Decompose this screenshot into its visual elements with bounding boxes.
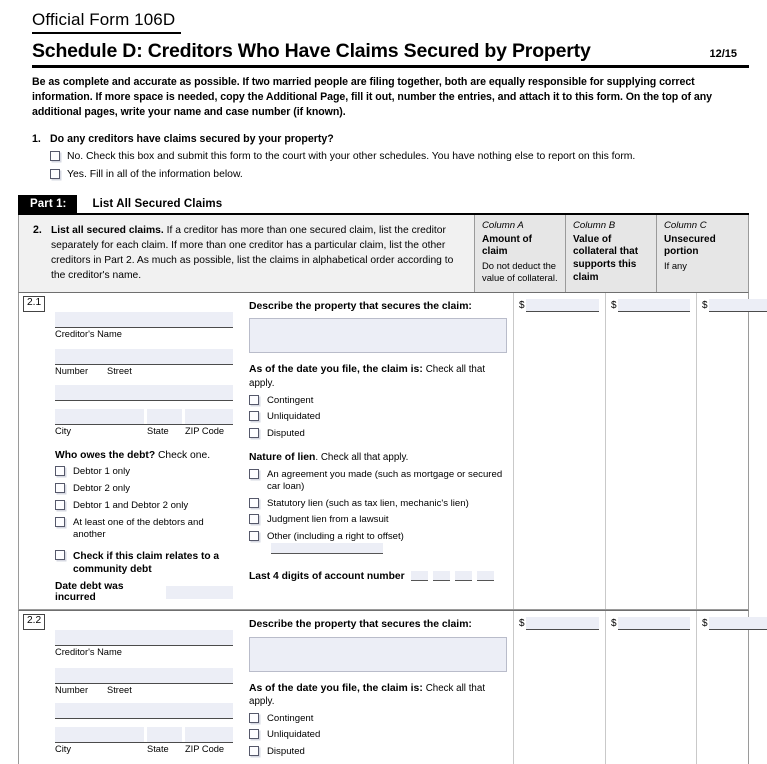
question-1	[0, 133, 767, 181]
city-state-zip-labels-2	[55, 743, 233, 756]
nature-of-lien-other-input-1[interactable]	[271, 543, 383, 554]
checkbox-icon[interactable]	[249, 498, 259, 508]
column-a-heading: Amount of claim	[482, 233, 532, 258]
number-street-labels-2	[55, 684, 233, 697]
unsecured-portion-input-1[interactable]	[709, 299, 767, 312]
claim-status-disputed-1[interactable]: Disputed	[249, 428, 507, 440]
form-revision-date: 12/15	[709, 47, 737, 60]
state-input-2[interactable]	[147, 727, 182, 742]
account-digit-1-4[interactable]	[477, 571, 494, 581]
nature-of-lien-other-label-1: Other (including a right to offset)	[259, 531, 507, 558]
claim-status-section-1	[249, 363, 507, 440]
community-debt-checkbox-1[interactable]: Check if this claim relates to a community debt	[55, 550, 233, 577]
question-1-prompt	[32, 133, 749, 145]
checkbox-icon[interactable]	[50, 169, 60, 179]
checkbox-icon[interactable]	[249, 713, 259, 723]
date-incurred-input-1[interactable]	[166, 586, 233, 599]
question-1-number: 1.	[32, 133, 41, 146]
nature-of-lien-hint-1: . Check all that apply.	[315, 452, 409, 464]
column-header-c	[656, 215, 748, 292]
describe-property-label-1: Describe the property that secures the claim:	[249, 300, 472, 312]
question-1-text: Do any creditors have claims secured by your property?	[50, 133, 334, 146]
column-b-label: Column B	[573, 220, 616, 232]
number-label-1: Number	[55, 366, 89, 377]
address-line-2-input-2[interactable]	[55, 703, 233, 719]
city-label-2: City	[55, 744, 72, 755]
claim-entry-2-amounts	[514, 611, 767, 764]
number-label-2: Number	[55, 684, 89, 695]
state-label-1: State	[147, 425, 169, 436]
nature-of-lien-statutory-1[interactable]: Statutory lien (such as tax lien, mechanic's lien)	[249, 498, 507, 510]
claim-entry-2	[18, 610, 749, 764]
claim-entry-2-creditor-block	[19, 611, 241, 764]
number-street-labels-1	[55, 365, 233, 378]
claim-entry-1-details	[241, 293, 514, 609]
amount-of-claim-row-2	[519, 617, 599, 630]
city-input-1[interactable]	[55, 409, 144, 424]
date-incurred-row-1	[55, 581, 233, 603]
column-a-sub: Do not deduct the value of collateral.	[482, 260, 558, 284]
form-instructions: Be as complete and accurate as possible. If two married people are filing together, both are equally responsible for supplying correct information. If more space is needed, copy the Additional Page, fill it out, number the entries, and attach it to this form. On the top of any additional pages, write your name and case number (if known).	[32, 75, 712, 119]
city-input-2[interactable]	[55, 727, 144, 742]
account-number-digits-1[interactable]	[411, 571, 494, 582]
who-owes-option-debtor2-1[interactable]: Debtor 2 only	[55, 483, 233, 495]
who-owes-option-debtor1-1[interactable]: Debtor 1 only	[55, 466, 233, 478]
currency-symbol: $	[702, 299, 708, 311]
account-number-label-1: Last 4 digits of account number	[249, 570, 405, 582]
question-2-text	[51, 224, 466, 284]
column-header-b	[565, 215, 656, 292]
currency-symbol: $	[519, 618, 525, 630]
question-2-lead: List all secured claims.	[51, 225, 164, 237]
creditor-name-input-2[interactable]	[55, 630, 233, 646]
question-1-option-no[interactable]	[32, 150, 749, 163]
column-b-cell-2	[605, 611, 696, 764]
date-incurred-label-1: Date debt was incurred	[55, 581, 124, 604]
checkbox-icon[interactable]	[249, 469, 259, 479]
column-a-label: Column A	[482, 220, 524, 232]
checkbox-icon[interactable]	[55, 517, 65, 527]
column-c-sub: If any	[664, 260, 687, 272]
account-number-row-1	[249, 571, 507, 582]
part-1-header	[18, 195, 749, 215]
zip-label-1: ZIP Code	[185, 425, 225, 436]
city-label-1: City	[55, 425, 72, 436]
currency-symbol: $	[611, 618, 617, 630]
claim-entry-2-details	[241, 611, 514, 764]
who-owes-hint-1: Check one.	[157, 449, 211, 461]
column-c-label: Column C	[664, 220, 707, 232]
zip-input-2[interactable]	[185, 727, 233, 742]
describe-property-input-1[interactable]	[249, 318, 507, 353]
unsecured-portion-input-2[interactable]	[709, 617, 767, 630]
as-of-date-heading-1: As of the date you file, the claim is: Check all that apply.	[249, 364, 486, 390]
street-label-2: Street	[107, 684, 132, 695]
creditor-name-label-1: Creditor's Name	[55, 328, 122, 339]
nature-of-lien-judgment-1[interactable]: Judgment lien from a lawsuit	[249, 514, 507, 526]
column-c-cell-1	[696, 293, 767, 609]
claim-entry-1-number: 2.1	[23, 296, 45, 312]
claim-entry-1	[18, 292, 749, 610]
column-b-heading: Value of collateral that supports this claim	[573, 233, 639, 283]
column-b-cell-1	[605, 293, 696, 609]
checkbox-icon[interactable]	[249, 428, 259, 438]
value-of-collateral-input-2[interactable]	[618, 617, 690, 630]
claim-entry-1-amounts	[514, 293, 767, 609]
currency-symbol: $	[611, 299, 617, 311]
describe-property-input-2[interactable]	[249, 637, 507, 672]
amount-of-claim-input-1[interactable]	[526, 299, 599, 312]
form-number: Official Form 106D	[32, 10, 181, 34]
checkbox-icon[interactable]	[249, 746, 259, 756]
claim-entry-2-number: 2.2	[23, 614, 45, 630]
question-1-option-yes[interactable]	[32, 168, 749, 181]
zip-input-1[interactable]	[185, 409, 233, 424]
claim-entry-1-creditor-block	[19, 293, 241, 609]
nature-of-lien-heading-1: Nature of lien. Check all that apply.	[249, 452, 409, 464]
part-1-title: List All Secured Claims	[92, 198, 223, 211]
amount-of-claim-input-2[interactable]	[526, 617, 599, 630]
claim-status-unliquidated-1[interactable]: Unliquidated	[249, 411, 507, 423]
claim-status-unliquidated-2[interactable]: Unliquidated	[249, 729, 507, 741]
currency-symbol: $	[519, 299, 525, 311]
account-digit-1-1[interactable]	[411, 571, 428, 581]
street-address-input-1[interactable]	[55, 349, 233, 365]
claim-status-disputed-2[interactable]: Disputed	[249, 746, 507, 758]
value-of-collateral-row-2	[611, 617, 690, 630]
city-state-zip-inputs-2	[55, 727, 233, 742]
as-of-date-hint-1: Check all that apply.	[249, 364, 486, 390]
question-1-option-no-label: No. Check this box and submit this form to the court with your other schedules. You have nothing else to report on this form.	[67, 151, 636, 163]
who-owes-option-both-1[interactable]: Debtor 1 and Debtor 2 only	[55, 500, 233, 512]
claim-status-contingent-2[interactable]: Contingent	[249, 713, 507, 725]
value-of-collateral-input-1[interactable]	[618, 299, 690, 312]
column-header-a	[474, 215, 565, 292]
column-a-cell-1	[514, 293, 605, 609]
currency-symbol: $	[702, 618, 708, 630]
page-title: Schedule D: Creditors Who Have Claims Secured by Property	[32, 39, 591, 62]
street-label-1: Street	[107, 366, 132, 377]
city-state-zip-inputs-1	[55, 409, 233, 424]
unsecured-portion-row-1	[702, 299, 767, 312]
checkbox-icon[interactable]	[249, 514, 259, 524]
unsecured-portion-row-2	[702, 617, 767, 630]
question-2-detail: If a creditor has more than one secured claim, list the creditor separately for each claim. If more than one creditor has a particular claim, list the other creditors in Part 2. As much as possible, list the claims in alphabetical order according to the creditor's name.	[51, 225, 454, 281]
column-c-cell-2	[696, 611, 767, 764]
checkbox-icon[interactable]	[249, 411, 259, 421]
form-title-row	[32, 41, 749, 68]
state-input-1[interactable]	[147, 409, 182, 424]
checkbox-icon[interactable]	[55, 500, 65, 510]
describe-property-label-2: Describe the property that secures the claim:	[249, 619, 472, 631]
value-of-collateral-row-1	[611, 299, 690, 312]
question-2	[19, 215, 474, 292]
checkbox-icon[interactable]	[55, 466, 65, 476]
as-of-date-hint-2: Check all that apply.	[249, 682, 486, 708]
city-state-zip-labels-1	[55, 425, 233, 438]
creditor-name-input-1[interactable]	[55, 312, 233, 328]
column-a-cell-2	[514, 611, 605, 764]
zip-label-2: ZIP Code	[185, 744, 225, 755]
who-owes-heading-1: Who owes the debt? Check one.	[55, 449, 211, 461]
question-1-option-yes-label: Yes. Fill in all of the information below.	[67, 169, 243, 181]
part-1-tag: Part 1:	[18, 195, 77, 213]
column-headers	[474, 215, 748, 292]
account-digit-1-2[interactable]	[433, 571, 450, 581]
account-digit-1-3[interactable]	[455, 571, 472, 581]
checkbox-icon[interactable]	[55, 550, 65, 560]
address-line-2-input-1[interactable]	[55, 385, 233, 401]
form-header	[0, 0, 767, 120]
claim-status-contingent-1[interactable]: Contingent	[249, 395, 507, 407]
question-2-row	[18, 215, 749, 292]
street-address-input-2[interactable]	[55, 668, 233, 684]
checkbox-icon[interactable]	[249, 729, 259, 739]
who-owes-option-another-1[interactable]: At least one of the debtors and another	[55, 517, 233, 541]
checkbox-icon[interactable]	[249, 395, 259, 405]
checkbox-icon[interactable]	[55, 483, 65, 493]
checkbox-icon[interactable]	[249, 531, 259, 541]
state-label-2: State	[147, 744, 169, 755]
question-2-number: 2.	[33, 224, 42, 237]
nature-of-lien-section-1	[249, 451, 507, 558]
nature-of-lien-other-1[interactable]	[249, 531, 507, 558]
creditor-name-label-2: Creditor's Name	[55, 647, 122, 658]
as-of-date-heading-2: As of the date you file, the claim is: Check all that apply.	[249, 682, 486, 708]
claim-status-section-2	[249, 682, 507, 759]
column-c-heading: Unsecured portion	[664, 233, 716, 258]
checkbox-icon[interactable]	[50, 151, 60, 161]
nature-of-lien-agreement-1[interactable]: An agreement you made (such as mortgage or secured car loan)	[249, 469, 507, 494]
amount-of-claim-row-1	[519, 299, 599, 312]
